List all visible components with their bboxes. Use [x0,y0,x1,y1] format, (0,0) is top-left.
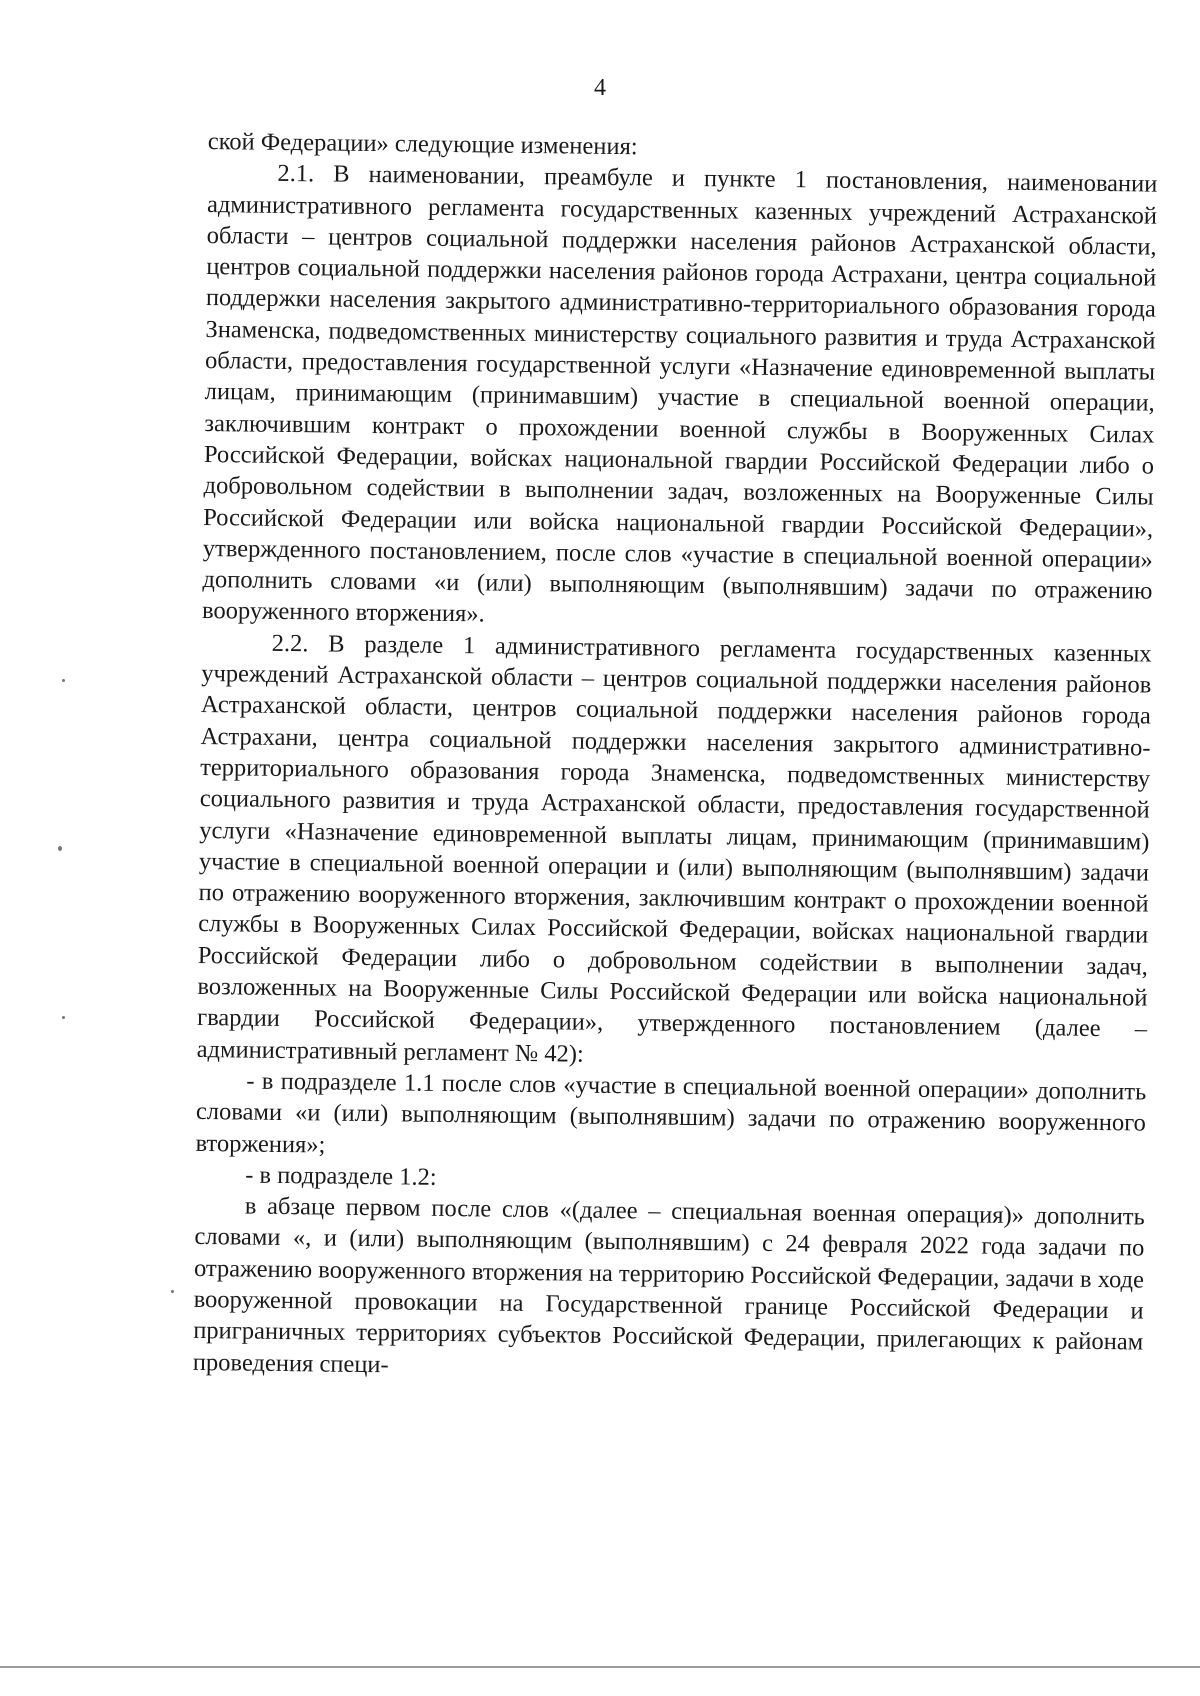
page-number: 4 [594,75,606,101]
scan-speck [62,679,65,682]
paragraph-2-2: 2.2. В разделе 1 административного регламента государственных казенных учреждений Астраханской области – центров социальной поддержки населения районов Астраханской области, центров социальной поддержки населения районов города Астрахани, центра социальной поддержки населения закрытого административно-территориального образования города Знаменска, подведомственных министерству социального развития и труда Астраханской области, предоставления государственной услуги «Назначение единовременной выплаты лицам, принимающим (принимавшим) участие в специальной военной операции и (или) выполняющим (выполнявшим) задачи по отражению вооруженного вторжения, заключившим контракт о прохождении военной службы в Вооруженных Силах Российской Федерации, войсках национальной гвардии Российской Федерации либо о добровольном содействии в выполнении задач, возложенных на Вооруженные Силы Российской Федерации или войска национальной гвардии Российской Федерации», утвержденного постановлением (далее – административный регламент № 42): [196,629,1152,1068]
paragraph-2-1: 2.1. В наименовании, преамбуле и пункте 1 постановления, наименовании административного регламента государственных казенных учреждений Астраханской области – центров социальной поддержки населения районов Астраханской области, центров социальной поддержки населения районов города Астрахани, центра социальной поддержки населения закрытого административно-территориального образования города Знаменска, подведомственных министерству социального развития и труда Астраханской области, предоставления государственной услуги «Назначение единовременной выплаты лицам, принимающим (принимавшим) участие в специальной военной операции, заключившим контракт о прохождении военной службы в Вооруженных Силах Российской Федерации, войсках национальной гвардии Российской Федерации либо о добровольном содействии в выполнении задач, возложенных на Вооруженные Силы Российской Федерации или войска национальной гвардии Российской Федерации», утвержденного постановлением, после слов «участие в специальной военной операции» дополнить словами «и (или) выполняющим (выполнявшим) задачи по отражению вооруженного вторжения». [201,160,1158,628]
paragraph-continuation: ской Федерации» следующие изменения: [207,127,638,161]
scan-bottom-edge [0,1666,1200,1668]
document-body [193,126,1158,1389]
paragraph-first-abzac: в абзаце первом после слов «(далее – специальная военная операция)» дополнить словами «, и (или) выполняющим (выполнявшим) с 24 февраля 2022 года задачи по отражению вооруженного вторжения на территорию Российской Федерации, задачи в ходе вооруженной провокации на Государственной границе Российской Федерации и приграничных территориях субъектов Российской Федерации, прилегающих к районам проведения специ- [192,1192,1145,1378]
scan-speck [171,1290,174,1293]
scan-speck [58,846,62,851]
scan-speck [62,1016,65,1019]
paragraph-subsection-1-2: - в подразделе 1.2: [245,1161,437,1191]
paragraph-subsection-1-1: - в подразделе 1.1 после слов «участие в специальной военной операции» дополнить словами «и (или) выполняющим (выполнявшим) задачи по отражению вооруженного вторжения»; [195,1067,1147,1159]
